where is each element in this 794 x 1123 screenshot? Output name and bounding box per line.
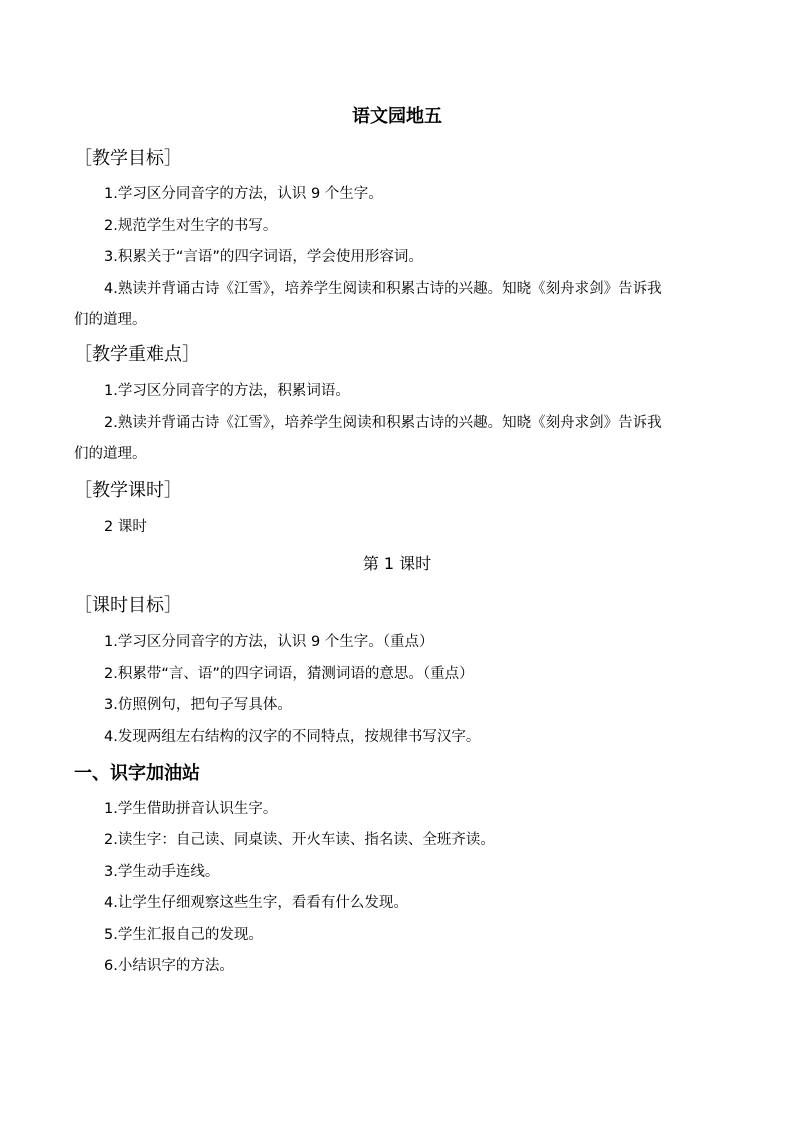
keypoint-item-2-continuation: 们的道理。 [74, 446, 147, 462]
heading-lesson-goals: ［课时目标］ [74, 595, 182, 616]
lesson-goal-1: 1.学习区分同音字的方法，认识 9 个生字。（重点） [104, 634, 434, 650]
part1-step-6: 6.小结识字的方法。 [104, 958, 234, 974]
goal-item-1: 1.学习区分同音字的方法，认识 9 个生字。 [104, 186, 383, 202]
heading-key-points: ［教学重难点］ [74, 344, 200, 365]
class-hours-value: 2 课时 [104, 519, 147, 535]
part1-step-4: 4.让学生仔细观察这些生字，看看有什么发现。 [104, 895, 408, 911]
keypoint-item-1: 1.学习区分同音字的方法，积累词语。 [104, 383, 350, 399]
part1-step-2: 2.读生字：自己读、同桌读、开火车读、指名读、全班齐读。 [104, 832, 495, 848]
heading-part-1: 一、识字加油站 [74, 763, 200, 784]
goal-item-3: 3.积累关于“言语”的四字词语，学会使用形容词。 [104, 249, 423, 265]
part1-step-3: 3.学生动手连线。 [104, 864, 220, 880]
goal-item-2: 2.规范学生对生字的书写。 [104, 218, 278, 234]
part1-step-5: 5.学生汇报自己的发现。 [104, 927, 263, 943]
lesson-1-title: 第 1 课时 [362, 554, 432, 573]
keypoint-item-2: 2.熟读并背诵古诗《江雪》，培养学生阅读和积累古诗的兴趣。知晓《刻舟求剑》告诉我 [104, 415, 662, 431]
lesson-goal-2: 2.积累带“言、语”的四字词语，猜测词语的意思。（重点） [104, 666, 474, 682]
goal-item-4-continuation: 们的道理。 [74, 312, 147, 328]
heading-teaching-goals: ［教学目标］ [74, 148, 182, 169]
heading-class-hours: ［教学课时］ [74, 480, 182, 501]
lesson-goal-4: 4.发现两组左右结构的汉字的不同特点，按规律书写汉字。 [104, 729, 481, 745]
lesson-goal-3: 3.仿照例句，把句子写具体。 [104, 697, 292, 713]
part1-step-1: 1.学生借助拼音认识生字。 [104, 801, 278, 817]
document-title: 语文园地五 [352, 106, 442, 127]
goal-item-4: 4.熟读并背诵古诗《江雪》，培养学生阅读和积累古诗的兴趣。知晓《刻舟求剑》告诉我 [104, 281, 662, 297]
